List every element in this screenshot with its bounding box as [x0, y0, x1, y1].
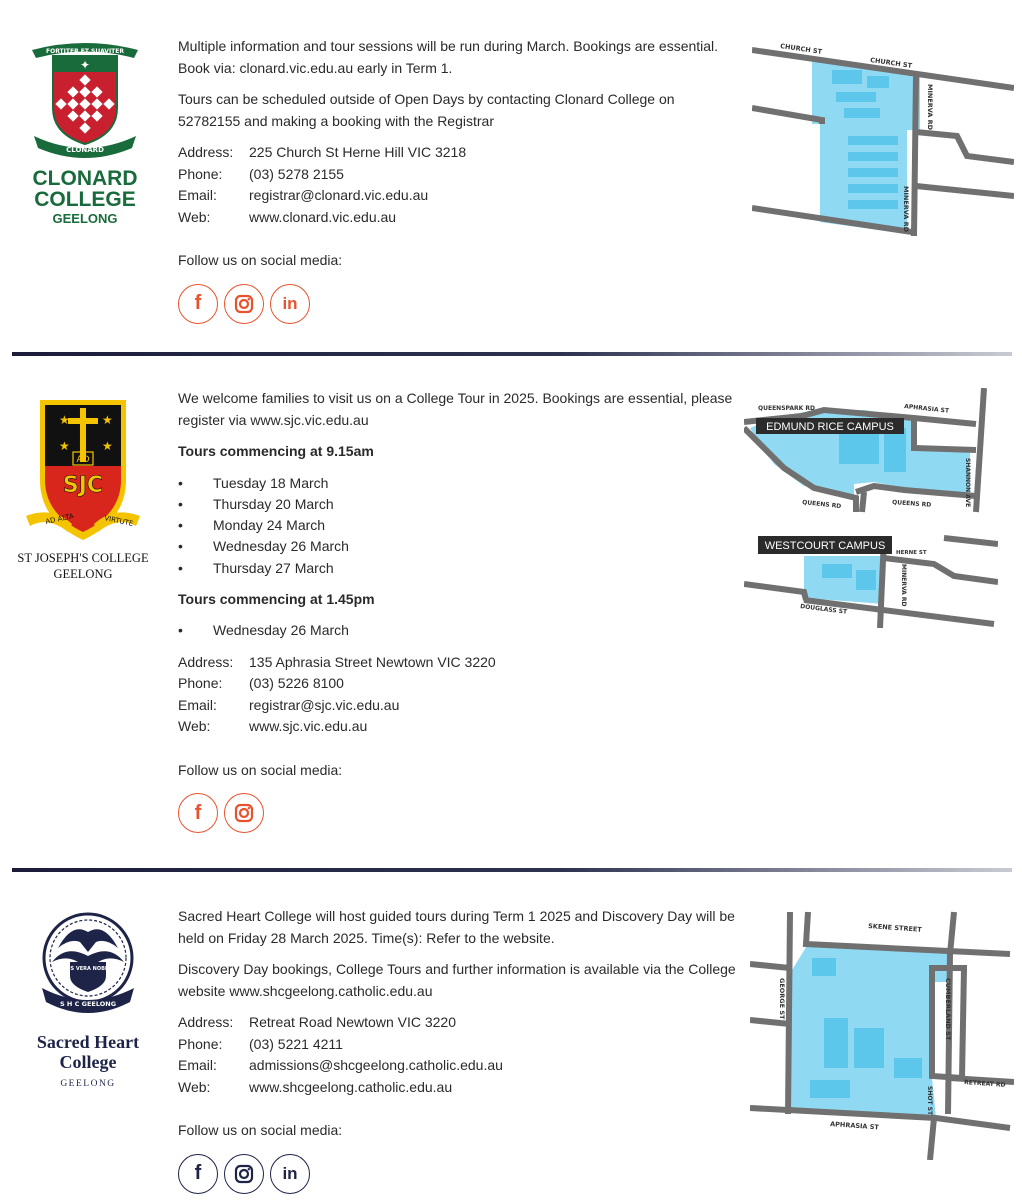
svg-text:WESTCOURT CAMPUS: WESTCOURT CAMPUS — [764, 540, 886, 552]
phone-label: Phone: — [178, 675, 223, 692]
address-value: 225 Church St Herne Hill VIC 3218 — [249, 144, 467, 160]
svg-text:Sacred Heart: Sacred Heart — [36, 1032, 140, 1052]
svg-text:★: ★ — [59, 413, 70, 427]
svg-text:GEORGE ST: GEORGE ST — [778, 978, 786, 1020]
shc-paragraph-1: Sacred Heart College will host guided tours during Term 1 2025 and Discovery Day will be held on Friday 28 March 2025. Time(s): Refer to the website. — [178, 908, 735, 946]
shc-crest-icon — [22, 908, 154, 1098]
address-label: Address: — [178, 653, 234, 670]
svg-text:CHURCH ST: CHURCH ST — [869, 56, 913, 70]
facebook-icon[interactable]: f — [178, 1154, 218, 1194]
shc-contact — [178, 1012, 738, 1098]
address-label: Address: — [178, 1014, 234, 1030]
email-label: Email: — [178, 1057, 217, 1073]
shc-paragraph-2: Discovery Day bookings, College Tours and further information is available via the College website www.shcgeelong.catholic.edu.au — [178, 961, 736, 999]
svg-text:MINERVA RD: MINERVA RD — [926, 84, 934, 131]
email-label: Email: — [178, 187, 217, 203]
shc-social — [178, 1154, 738, 1194]
phone-value[interactable]: (03) 5278 2155 — [249, 165, 344, 182]
instagram-icon[interactable] — [224, 1154, 264, 1194]
list-item: • Thursday 27 March — [178, 558, 738, 579]
tours-morning-list — [178, 473, 738, 579]
svg-text:MINERVA RD: MINERVA RD — [900, 564, 907, 607]
web-label: Web: — [178, 718, 211, 735]
phone-label: Phone: — [178, 165, 223, 182]
svg-text:GEELONG: GEELONG — [53, 567, 113, 581]
list-item: • Tuesday 18 March — [178, 473, 738, 494]
shc-info — [178, 906, 738, 1194]
shc-map — [750, 908, 1014, 1160]
list-item: • Wednesday 26 March — [178, 620, 738, 641]
sjc-logo — [12, 390, 154, 586]
web-link[interactable]: www.clonard.vic.edu.au — [249, 208, 397, 225]
tours-afternoon-heading: Tours commencing at 1.45pm — [178, 590, 375, 607]
svg-text:AD ALTA: AD ALTA — [44, 512, 75, 526]
svg-text:✦: ✦ — [79, 58, 91, 72]
sjc-contact — [178, 652, 738, 738]
instagram-icon[interactable] — [224, 284, 264, 324]
svg-text:CLONARD: CLONARD — [32, 167, 138, 190]
svg-text:MINERVA RD: MINERVA RD — [902, 186, 910, 233]
svg-text:CLONARD: CLONARD — [66, 146, 104, 154]
svg-text:HERNE ST: HERNE ST — [896, 550, 927, 556]
svg-text:SHANNON AVE: SHANNON AVE — [964, 458, 971, 508]
phone-label: Phone: — [178, 1035, 223, 1052]
clonard-paragraph-1: Multiple information and tour sessions will be run during March. Bookings are essential. Book via: clonard.vic.edu.au early in Term 1. — [178, 38, 719, 76]
clonard-social — [178, 284, 738, 324]
tours-afternoon-list — [178, 620, 738, 641]
facebook-icon[interactable]: f — [178, 284, 218, 324]
svg-text:APHRASIA ST: APHRASIA ST — [829, 1120, 880, 1132]
follow-text: Follow us on social media: — [178, 1122, 343, 1138]
instagram-icon[interactable] — [224, 793, 264, 833]
clonard-paragraph-2: Tours can be scheduled outside of Open Days by contacting Clonard College on 52782155 and making a booking with the Registrar — [178, 91, 675, 129]
sjc-info — [178, 388, 738, 833]
sjc-section — [0, 356, 1022, 868]
svg-text:VIRTUTE: VIRTUTE — [103, 514, 134, 529]
sjc-crest-icon — [12, 390, 154, 586]
email-link[interactable]: registrar@sjc.vic.edu.au — [249, 696, 400, 713]
svg-text:GEELONG: GEELONG — [60, 1079, 116, 1089]
linkedin-icon[interactable]: in — [270, 284, 310, 324]
svg-text:DOUGLASS ST: DOUGLASS ST — [799, 603, 848, 616]
email-link[interactable]: admissions@shcgeelong.catholic.edu.au — [249, 1057, 503, 1073]
svg-text:CHURCH ST: CHURCH ST — [779, 42, 823, 56]
shc-logo — [22, 908, 154, 1098]
svg-text:RETREAT RD: RETREAT RD — [963, 1079, 1006, 1089]
address-value: Retreat Road Newtown VIC 3220 — [249, 1014, 456, 1030]
svg-text:S H C GEELONG: S H C GEELONG — [59, 1000, 117, 1008]
svg-text:FORTITER ET SUAVITER: FORTITER ET SUAVITER — [46, 48, 124, 55]
phone-value[interactable]: (03) 5226 8100 — [249, 675, 344, 692]
web-link[interactable]: www.sjc.vic.edu.au — [249, 718, 368, 735]
svg-text:VIRTUS VERA NOBILITAS: VIRTUS VERA NOBILITAS — [53, 966, 123, 972]
tours-morning-heading: Tours commencing at 9.15am — [178, 443, 374, 459]
svg-text:COLLEGE: COLLEGE — [34, 188, 136, 211]
email-link[interactable]: registrar@clonard.vic.edu.au — [249, 187, 429, 203]
address-value: 135 Aphrasia Street Newtown VIC 3220 — [249, 653, 496, 670]
clonard-map — [752, 36, 1014, 241]
svg-text:EDMUND RICE CAMPUS: EDMUND RICE CAMPUS — [766, 421, 894, 433]
sjc-paragraph-1: We welcome families to visit us on a College Tour in 2025. Bookings are essential, please register via www.sjc.vic.edu.au — [178, 390, 733, 428]
sjc-map — [744, 388, 998, 630]
clonard-section — [0, 0, 1022, 352]
svg-text:GEELONG: GEELONG — [52, 211, 118, 226]
follow-text: Follow us on social media: — [178, 252, 343, 268]
svg-text:AD: AD — [76, 455, 90, 465]
shc-section — [0, 872, 1022, 1200]
svg-text:QUEENS RD: QUEENS RD — [891, 499, 932, 509]
address-label: Address: — [178, 144, 234, 160]
web-link[interactable]: www.shcgeelong.catholic.edu.au — [249, 1078, 453, 1095]
clonard-contact — [178, 142, 738, 228]
svg-text:★: ★ — [59, 439, 70, 453]
svg-text:SHOT ST: SHOT ST — [926, 1086, 933, 1116]
follow-text: Follow us on social media: — [178, 761, 343, 778]
svg-text:SJC: SJC — [62, 473, 104, 498]
clonard-crest-icon — [26, 36, 144, 232]
phone-value[interactable]: (03) 5221 4211 — [249, 1035, 343, 1052]
clonard-logo — [26, 36, 144, 232]
svg-text:QUEENS RD: QUEENS RD — [801, 499, 842, 511]
sjc-social — [178, 793, 738, 833]
svg-text:★: ★ — [102, 413, 113, 427]
svg-text:QUEENSPARK RD: QUEENSPARK RD — [758, 405, 815, 412]
list-item: • Thursday 20 March — [178, 494, 738, 515]
clonard-info — [178, 36, 738, 324]
facebook-icon[interactable]: f — [178, 793, 218, 833]
svg-text:ST JOSEPH'S COLLEGE: ST JOSEPH'S COLLEGE — [17, 551, 149, 565]
svg-text:CUMBERLAND ST: CUMBERLAND ST — [944, 978, 952, 1041]
list-item: • Monday 24 March — [178, 515, 738, 536]
svg-text:SKENE STREET: SKENE STREET — [867, 922, 923, 934]
email-label: Email: — [178, 696, 217, 713]
svg-text:APHRASIA ST: APHRASIA ST — [903, 403, 950, 415]
svg-text:College: College — [59, 1052, 117, 1072]
svg-text:★: ★ — [102, 439, 113, 453]
linkedin-icon[interactable]: in — [270, 1154, 310, 1194]
web-label: Web: — [178, 208, 211, 225]
web-label: Web: — [178, 1078, 211, 1095]
list-item: • Wednesday 26 March — [178, 536, 738, 557]
